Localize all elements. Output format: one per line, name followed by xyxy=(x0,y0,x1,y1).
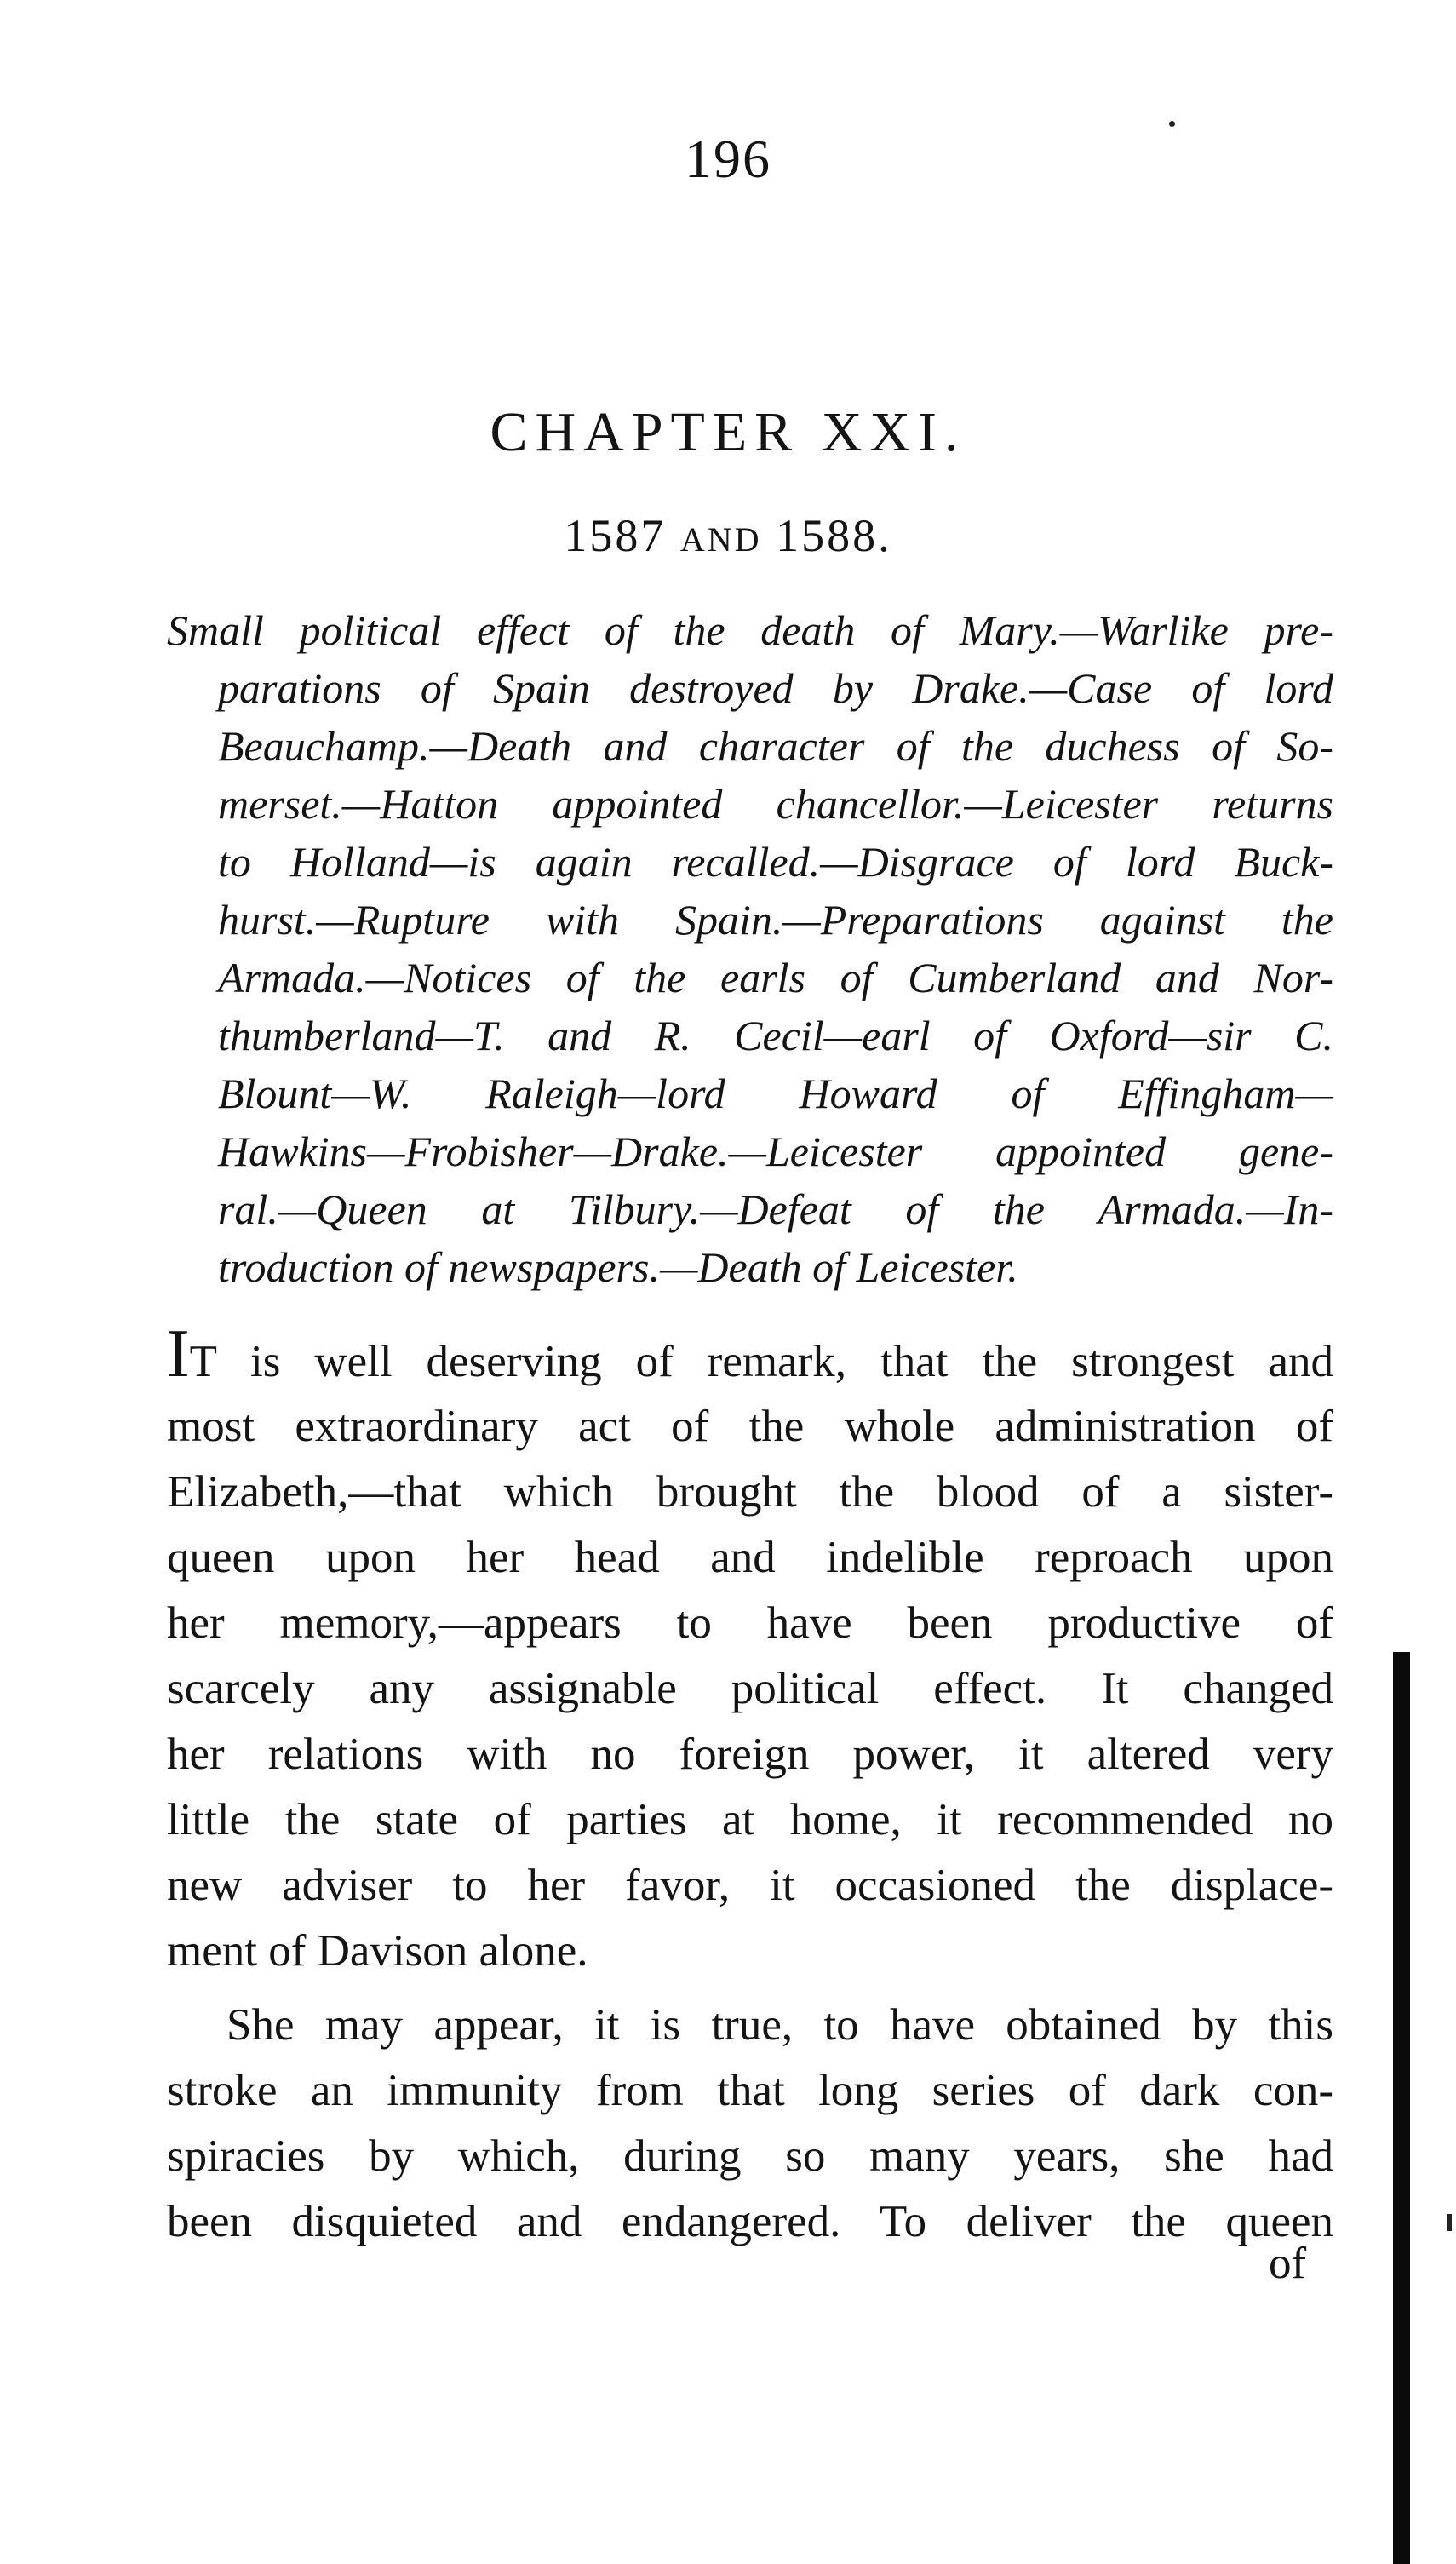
text-line: spiracies by which, during so many years, she had xyxy=(167,2131,1333,2181)
text-line-first xyxy=(167,1316,1333,1394)
text-line: her memory,—appears to have been productive of xyxy=(167,1598,1333,1648)
page-edge-shadow xyxy=(1393,1652,1410,2564)
summary-line: parations of Spain destroyed by Drake.—Case of lord xyxy=(218,664,1333,712)
text-line: been disquieted and endangered. To deliver the queen xyxy=(167,2197,1333,2246)
text-line: scarcely any assignable political effect. It changed xyxy=(167,1664,1333,1713)
summary-line: to Holland—is again recalled.—Disgrace of lord Buck- xyxy=(218,838,1333,886)
text-line: new adviser to her favor, it occasioned the displace- xyxy=(167,1861,1333,1910)
year-conjunction: AND xyxy=(679,520,762,559)
summary-line: merset.—Hatton appointed chancellor.—Leicester returns xyxy=(218,780,1333,828)
ink-speck xyxy=(1169,121,1175,127)
summary-line: thumberland—T. and R. Cecil—earl of Oxford—sir C. xyxy=(218,1012,1333,1059)
first-line-text: T is well deserving of remark, that the strongest and xyxy=(189,1337,1333,1386)
text-line: most extraordinary act of the whole administration of xyxy=(167,1402,1333,1451)
text-line: She may appear, it is true, to have obtained by this xyxy=(226,2000,1333,2050)
text-line: little the state of parties at home, it recommended no xyxy=(167,1795,1333,1844)
summary-line: hurst.—Rupture with Spain.—Preparations against the xyxy=(218,896,1333,944)
page-number: 196 xyxy=(685,129,771,189)
summary-line: Small political effect of the death of Mary.—Warlike pre- xyxy=(167,606,1333,654)
summary-line: troduction of newspapers.—Death of Leicester. xyxy=(218,1243,1018,1291)
year-end: 1588. xyxy=(776,510,892,561)
body-text xyxy=(167,1316,1333,2255)
summary-line: Blount—W. Raleigh—lord Howard of Effingham— xyxy=(218,1070,1333,1117)
drop-cap: I xyxy=(167,1316,190,1391)
text-line: ment of Davison alone. xyxy=(167,1926,588,1976)
chapter-summary xyxy=(167,601,1333,1296)
chapter-title: CHAPTER XXI. xyxy=(490,401,966,463)
summary-line: Hawkins—Frobisher—Drake.—Leicester appointed gene- xyxy=(218,1127,1333,1175)
year-start: 1587 xyxy=(564,510,667,561)
text-line: queen upon her head and indelible reproach upon xyxy=(167,1533,1333,1582)
chapter-years xyxy=(0,509,1456,562)
summary-line: Beauchamp.—Death and character of the duchess of So- xyxy=(218,722,1333,770)
catchword: of xyxy=(1269,2239,1307,2288)
summary-line: ral.—Queen at Tilbury.—Defeat of the Armada.—In- xyxy=(218,1185,1333,1233)
text-line: stroke an immunity from that long series of dark con- xyxy=(167,2066,1333,2115)
text-line: her relations with no foreign power, it altered very xyxy=(167,1729,1333,1779)
ink-speck xyxy=(1447,2214,1452,2231)
summary-line: Armada.—Notices of the earls of Cumberland and Nor- xyxy=(218,954,1333,1001)
text-line: Elizabeth,—that which brought the blood of a sister- xyxy=(167,1467,1333,1517)
